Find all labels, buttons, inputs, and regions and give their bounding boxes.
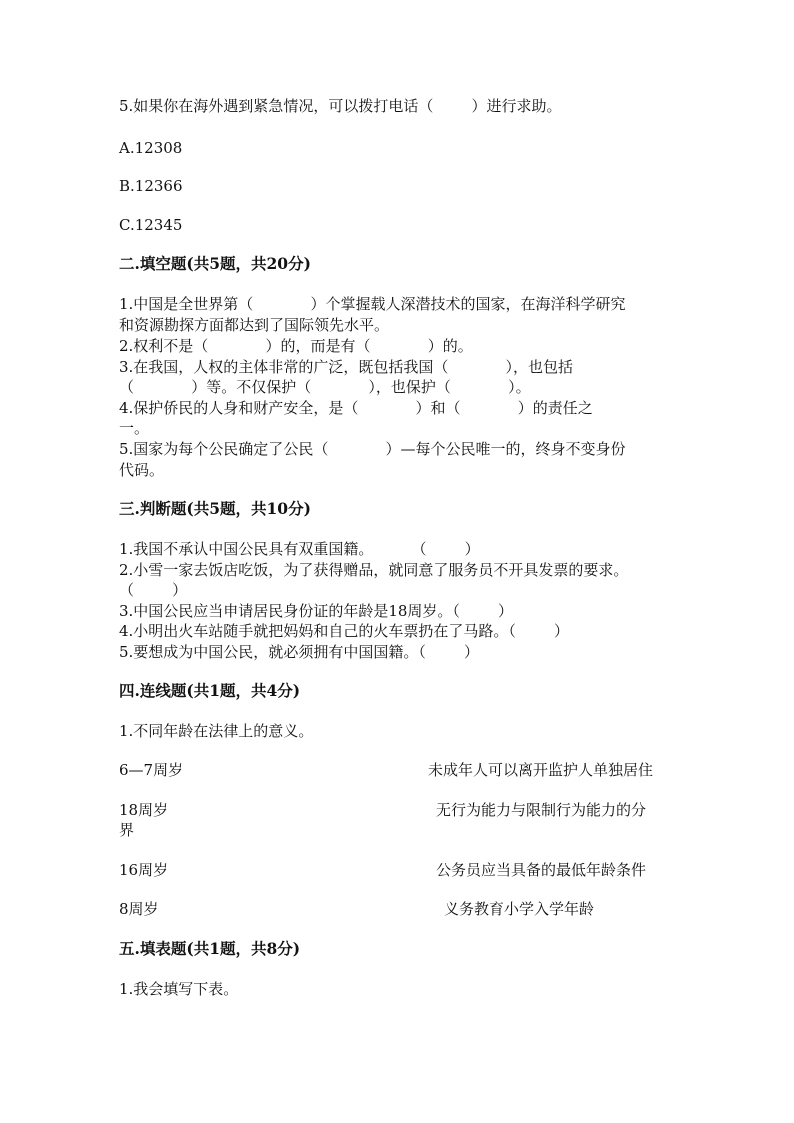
table-question: 1.我会填写下表。 [119, 980, 239, 998]
match-right-2-wrap: 界 [119, 821, 135, 839]
section-2-heading: 二.填空题(共5题，共20分) [119, 254, 311, 273]
section-4-heading: 四.连线题(共1题，共4分) [119, 681, 301, 700]
judge-line-6: 5.要想成为中国公民，就必须拥有中国国籍。（ ） [119, 643, 479, 661]
judge-line-1: 1.我国不承认中国公民具有双重国籍。 （ ） [119, 540, 480, 558]
fill-line-6: 4.保护侨民的人身和财产安全，是（ ）和（ ）的责任之 [119, 399, 593, 417]
judge-line-3: （ ） [119, 581, 188, 599]
match-right-1: 未成年人可以离开监护人单独居住 [428, 761, 654, 779]
match-right-2: 无行为能力与限制行为能力的分 [436, 801, 647, 819]
option-b: B.12366 [119, 177, 183, 195]
match-left-1: 6—7周岁 [119, 761, 184, 779]
fill-line-5: （ ）等。不仅保护（ ），也保护（ ）。 [119, 378, 531, 396]
judge-line-4: 3.中国公民应当申请居民身份证的年龄是18周岁。（ ） [119, 602, 514, 620]
match-left-2: 18周岁 [119, 801, 169, 819]
match-left-3: 16周岁 [119, 861, 169, 879]
fill-line-4: 3.在我国，人权的主体非常的广泛，既包括我国（ ），也包括 [119, 358, 574, 376]
match-right-3: 公务员应当具备的最低年龄条件 [436, 861, 647, 879]
section-3-heading: 三.判断题(共5题，共10分) [119, 499, 311, 518]
judge-line-5: 4.小明出火车站随手就把妈妈和自己的火车票扔在了马路。（ ） [119, 622, 569, 640]
fill-line-8: 5.国家为每个公民确定了公民（ ）—每个公民唯一的，终身不变身份 [119, 440, 626, 458]
option-a: A.12308 [119, 139, 183, 157]
matching-question: 1.不同年龄在法律上的意义。 [119, 722, 314, 740]
section-5-heading: 五.填表题(共1题，共8分) [119, 939, 301, 958]
match-right-4: 义务教育小学入学年龄 [444, 900, 595, 918]
fill-line-1: 1.中国是全世界第（ ）个掌握载人深潜技术的国家，在海洋科学研究 [119, 295, 626, 313]
match-left-4: 8周岁 [119, 900, 159, 918]
fill-line-2: 和资源勘探方面都达到了国际领先水平。 [119, 316, 390, 334]
fill-line-7: 一。 [119, 419, 150, 437]
fill-line-3: 2.权利不是（ ）的，而是有（ ）的。 [119, 337, 473, 355]
judge-line-2: 2.小雪一家去饭店吃饭，为了获得赠品，就同意了服务员不开具发票的要求。 [119, 561, 629, 579]
fill-line-9: 代码。 [119, 461, 165, 479]
option-c: C.12345 [119, 216, 183, 234]
question-5-stem: 5.如果你在海外遇到紧急情况，可以拨打电话（ ）进行求助。 [119, 97, 562, 115]
